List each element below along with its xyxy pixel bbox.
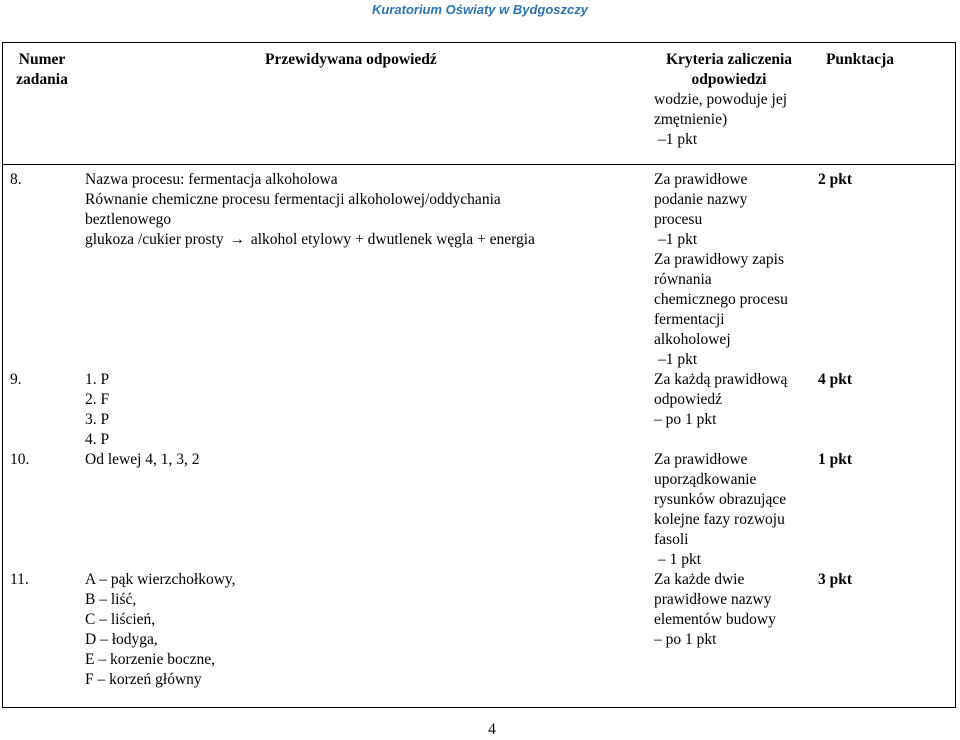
- q11-criteria: Za każde dwie prawidłowe nazwy elementów budowy – po 1 pkt: [654, 571, 776, 648]
- q8-points: 2 pkt: [818, 171, 853, 188]
- q8-criteria: Za prawidłowe podanie nazwy procesu –1 pkt Za prawidłowy zapis równania chemicznego procesu fermentacji alkoholowej –1 pkt: [654, 171, 788, 368]
- column-header-criteria: Kryteria zaliczenia odpowiedzi: [665, 51, 793, 88]
- q9-criteria: Za każdą prawidłową odpowiedź – po 1 pkt: [654, 371, 788, 428]
- row-divider: [2, 164, 956, 165]
- header-organization: Kuratorium Oświaty w Bydgoszczy: [372, 2, 588, 17]
- q9-points: 4 pkt: [818, 371, 853, 388]
- q11-number: 11.: [10, 571, 29, 588]
- column-header-number: Numer zadania: [16, 51, 68, 88]
- q10-points: 1 pkt: [818, 451, 853, 468]
- q8-equation: glukoza /cukier prosty → alkohol etylowy + dwutlenek węgla + energia: [85, 231, 535, 248]
- reaction-arrow-icon: →: [229, 231, 245, 248]
- q8-number: 8.: [10, 171, 22, 188]
- column-header-points: Punktacja: [825, 51, 895, 68]
- q9-number: 9.: [10, 371, 22, 388]
- continuation-criteria: wodzie, powoduje jej zmętnienie) –1 pkt: [654, 91, 788, 148]
- q9-answers: 1. P 2. F 3. P 4. P: [85, 371, 110, 448]
- q11-answers: A – pąk wierzchołkowy, B – liść, C – liścień, D – łodyga, E – korzenie boczne, F – korzeń główny: [85, 571, 236, 688]
- q10-number: 10.: [10, 451, 30, 468]
- page-header: [0, 0, 960, 22]
- q8-answer: Nazwa procesu: fermentacja alkoholowa Równanie chemiczne procesu fermentacji alkoholowej/oddychania beztlenowego glukoza /cukier prosty → alkohol etylowy + dwutlenek węgla + energia: [85, 171, 535, 248]
- q10-criteria: Za prawidłowe uporządkowanie rysunków obrazujące kolejne fazy rozwoju fasoli – 1 pkt: [654, 451, 787, 568]
- q10-answer: Od lewej 4, 1, 3, 2: [85, 451, 200, 468]
- q11-points: 3 pkt: [818, 571, 853, 588]
- column-header-answer: Przewidywana odpowiedź: [265, 51, 437, 68]
- page-number: 4: [488, 721, 496, 738]
